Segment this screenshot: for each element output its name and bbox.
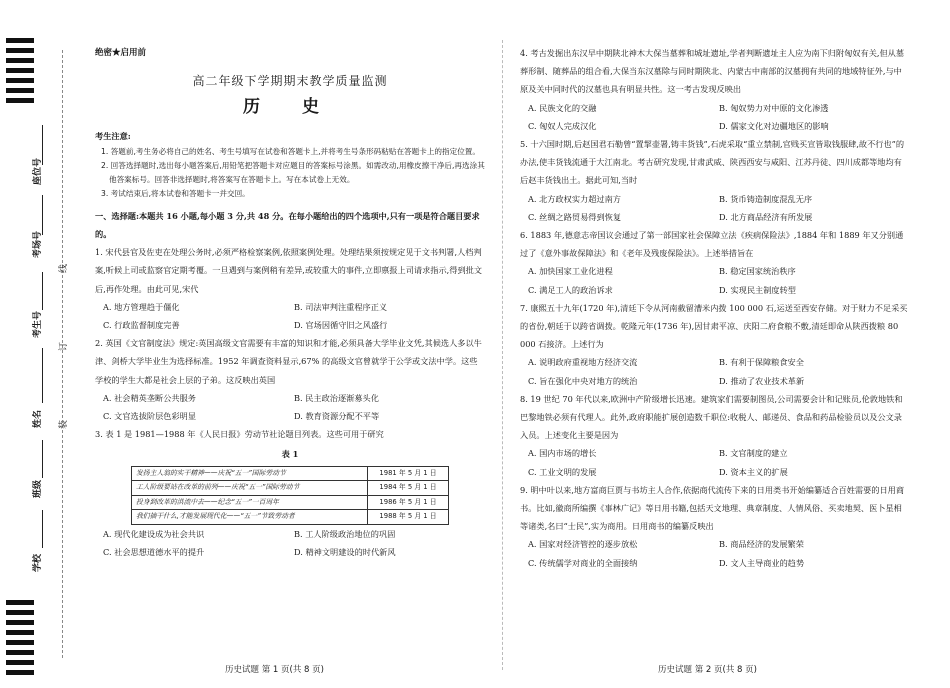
question-2-options — [95, 389, 485, 425]
question-4: 4. 考古发掘出东汉早中期陕北神木大保当墓葬和城址遗址,学者判断遗址主人应为南下归附匈奴有关,但从墓葬形制、随葬品的组合看,大保当东汉墓除与同时期陕北、内蒙古中南部的汉墓拥有共同的地域特征外,与中原及关中同时代的汉墓也具有明显共性。这一考古发现反映出 — [520, 48, 905, 95]
option[interactable]: C. 工业文明的发展 — [528, 466, 597, 477]
table-row — [132, 510, 449, 525]
option[interactable]: A. 社会精英垄断公共服务 — [103, 392, 196, 403]
table-row — [132, 495, 449, 510]
option[interactable]: A. 国家对经济管控的逐步放松 — [528, 539, 638, 550]
question-3-options — [95, 525, 485, 561]
name-label: 姓名 — [33, 409, 43, 428]
table-cell-title: 我们摘干什么,才能发展现代化——“五一”节致劳动者 — [132, 510, 368, 525]
editorial-table — [131, 466, 449, 525]
question-8-options — [520, 444, 910, 480]
option[interactable]: D. 精神文明建设的时代新风 — [294, 546, 396, 557]
option[interactable]: B. 商品经济的发展繁荣 — [719, 539, 804, 550]
left-page — [95, 44, 485, 561]
option[interactable]: B. 民主政治逐渐募头化 — [294, 392, 379, 403]
right-page — [520, 44, 910, 572]
option[interactable]: C. 满足工人的政治诉求 — [528, 284, 613, 295]
table-cell-title: 投身到改革的洪流中去——纪念“五一”一百周年 — [132, 495, 368, 510]
table-caption: 表 1 — [281, 449, 299, 460]
seat-label: 座位号 — [33, 157, 43, 185]
school-line — [42, 510, 43, 548]
table-cell-date: 1988 年 5 月 1 日 — [368, 510, 449, 525]
question-5: 5. 十六国时期,后赵国君石勒曾“置挈壶署,铸丰货钱”,石虎采取“重立禁制,官贱买宣皆取钱服肆,故不行也”的办法,使丰货钱流通于大江南北。考古研究发现,甘肃武威、陕西西安与咸阳、江苏丹徒、四川成都等地均有后赵丰货钱出土。据此可知,当时 — [520, 139, 905, 186]
question-6-options — [520, 262, 910, 298]
option[interactable]: D. 官场因循守旧之风盛行 — [294, 320, 388, 331]
question-9: 9. 明中叶以来,地方富商巨贾与书坊主人合作,依据商代流传下来的日用类书开始编纂适合百姓需要的日用商书。比如,徽商所编撰《事林广记》等日用书籍,包括天文地理、典章制度、人情风俗、买卖地契、医卜星相等诸类,名曰“士民”,实为商用。日用商书的编纂反映出 — [520, 484, 905, 532]
school-label: 学校 — [33, 553, 43, 572]
option[interactable]: A. 国内市场的增长 — [528, 448, 597, 459]
table-cell-title: 工人阶级要站在改革的前列——庆祝“五一”国际劳动节 — [132, 481, 368, 496]
table-cell-date: 1986 年 5 月 1 日 — [368, 495, 449, 510]
option[interactable]: D. 教育资源分配不平等 — [294, 411, 380, 422]
option[interactable]: D. 资本主义的扩展 — [719, 466, 788, 477]
exam-no-label: 考生号 — [33, 310, 43, 338]
option[interactable]: C. 社会思想道德水平的提升 — [103, 546, 205, 557]
binding-mark-line: 线 — [59, 263, 70, 274]
question-7-options — [520, 353, 910, 389]
page-footer-right: 历史试题 第 2 页(共 8 页) — [658, 665, 757, 675]
option[interactable]: B. 工人阶级政治地位的巩固 — [294, 528, 396, 539]
confidential-mark: 绝密★启用前 — [95, 48, 147, 58]
option[interactable]: D. 推动了农业技术革新 — [719, 375, 805, 386]
question-1-options — [95, 298, 485, 334]
class-label: 班级 — [33, 479, 43, 498]
table-cell-date: 1981 年 5 月 1 日 — [368, 466, 449, 481]
option[interactable]: B. 司法审判注重程序正义 — [294, 301, 388, 312]
binding-mark-ding: 订 — [59, 341, 70, 352]
option[interactable]: C. 匈奴人完成汉化 — [528, 120, 597, 131]
table-cell-date: 1984 年 5 月 1 日 — [368, 481, 449, 496]
option[interactable]: D. 实现民主制度转型 — [719, 284, 796, 295]
option[interactable]: B. 文官制度的建立 — [719, 448, 788, 459]
option[interactable]: A. 说明政府重视地方经济交流 — [528, 357, 638, 368]
option[interactable]: B. 匈奴势力对中原的文化渗透 — [719, 102, 829, 113]
room-line — [42, 195, 43, 235]
question-7: 7. 康熙五十九年(1720 年),清廷下令从河南截留漕米内拨 100 000 石,运送至西安存储。对于财力不足采买的省份,朝廷于以跨省调拨。乾隆元年(1736 年),因甘肃平凉、庆阳二府食粮不敷,清廷即命从陕西拨粮 80 000 石接济。上述行为 — [520, 302, 908, 350]
option[interactable]: C. 丝绸之路贸易得到恢复 — [528, 211, 622, 222]
option[interactable]: C. 文官选拔阶层色彩明显 — [103, 411, 197, 422]
class-line — [42, 440, 43, 478]
option[interactable]: A. 加快国家工业化进程 — [528, 266, 613, 277]
option[interactable]: A. 民族文化的交融 — [528, 102, 597, 113]
option[interactable]: C. 行政监督制度完善 — [103, 320, 180, 331]
question-8: 8. 19 世纪 70 年代以来,欧洲中产阶级增长迅速。建筑家们需要制图员,公司需要会计和记账员,伦敦地铁和巴黎地铁必须有代理人。此外,政府职能扩展创造数千职位:收税人、邮递员、食品和药品检验员以及公文录入员。上述变化主要是因为 — [520, 393, 903, 441]
table-row — [132, 466, 449, 481]
question-2: 2. 英国《文官制度法》规定:英国高级文官需要有丰富的知识和才能,必须具备大学毕业文凭,其候选人多以牛津、剑桥大学毕业生为选择标准。1952 年调查资料显示,67% 的高级文官曾就学于公学或文法中学。这些学校的学生大都是社会上层的子弟。这反映出英国 — [95, 338, 482, 385]
table-cell-title: 发扬主人翁的实干精神——庆祝“五一”国际劳动节 — [132, 466, 368, 481]
option[interactable]: C. 旨在强化中央对地方的统治 — [528, 375, 638, 386]
question-4-options — [520, 99, 910, 135]
binding-dashed-line — [62, 50, 63, 658]
section-heading: 一、选择题:本题共 16 小题,每小题 3 分,共 48 分。在每小题给出的四个选项中,只有一项是符合题目要求的。 — [95, 210, 480, 240]
question-3: 3. 表 1 是 1981—1988 年《人民日报》劳动节社论题目列表。这些可用于研究 — [95, 429, 384, 440]
question-6: 6. 1883 年,德意志帝国议会通过了第一部国家社会保障立法《疾病保险法》,1884 年和 1889 年又分别通过了《意外事故保障法》和《老年及残废保险法》。上述举措旨在 — [520, 230, 904, 259]
page-footer-left: 历史试题 第 1 页(共 8 页) — [225, 665, 324, 675]
note-item: 3. 考试结束后,将本试卷和答题卡一并交回。 — [101, 188, 250, 198]
table-row — [132, 481, 449, 496]
question-9-options — [520, 535, 910, 571]
note-item: 1. 答题前,考生务必将自己的姓名、考生号填写在试卷和答题卡上,并将考生号条形码粘贴在答题卡上的指定位置。 — [101, 146, 480, 156]
option[interactable]: A. 北方政权实力超过南方 — [528, 193, 621, 204]
notes-title: 考生注意: — [95, 130, 131, 141]
bottom-binding-stripes — [6, 600, 34, 680]
option[interactable]: D. 文人主导商业的趋势 — [719, 557, 805, 568]
option[interactable]: C. 传统儒学对商业的全面接纳 — [528, 557, 638, 568]
option[interactable]: B. 稳定国家统治秩序 — [719, 266, 796, 277]
top-binding-stripes — [6, 38, 34, 108]
exam-no-line — [42, 272, 43, 310]
question-1: 1. 宋代县官及佐吏在处理公务时,必须严格检察案例,依照案例处理。处理结果须按规定见于文书判署,人档判案,听候上司或监察官定期考覆。一旦遇到与案例稍有差异,或较重大的事件,立即禀报上司请求指示,得到批文后,再作处理。由此可见,宋代 — [95, 247, 483, 294]
subject-title: 历 史 — [243, 97, 337, 118]
exam-title: 高二年级下学期期末教学质量监测 — [192, 74, 388, 89]
option[interactable]: D. 儒家文化对边疆地区的影响 — [719, 120, 829, 131]
page-divider — [502, 40, 503, 670]
option[interactable]: B. 有利于保障粮食安全 — [719, 357, 804, 368]
option[interactable]: B. 货币铸造制度混乱无序 — [719, 193, 813, 204]
option[interactable]: A. 现代化建设成为社会共识 — [103, 528, 205, 539]
option[interactable]: D. 北方商品经济有所发展 — [719, 211, 813, 222]
exam-room-label: 考场号 — [33, 230, 43, 258]
note-item: 2. 回答选择题时,选出每小题答案后,用铅笔把答题卡对应题目的答案标号涂黑。如需改动,用橡皮擦干净后,再选涂其他答案标号。回答非选择题时,将答案写在答题卡上。写在本试卷上无效。 — [101, 160, 485, 184]
binding-mark-zhuang: 装 — [59, 419, 70, 430]
question-5-options — [520, 190, 910, 226]
name-line — [42, 348, 43, 403]
option[interactable]: A. 地方管理趋于僵化 — [103, 301, 180, 312]
